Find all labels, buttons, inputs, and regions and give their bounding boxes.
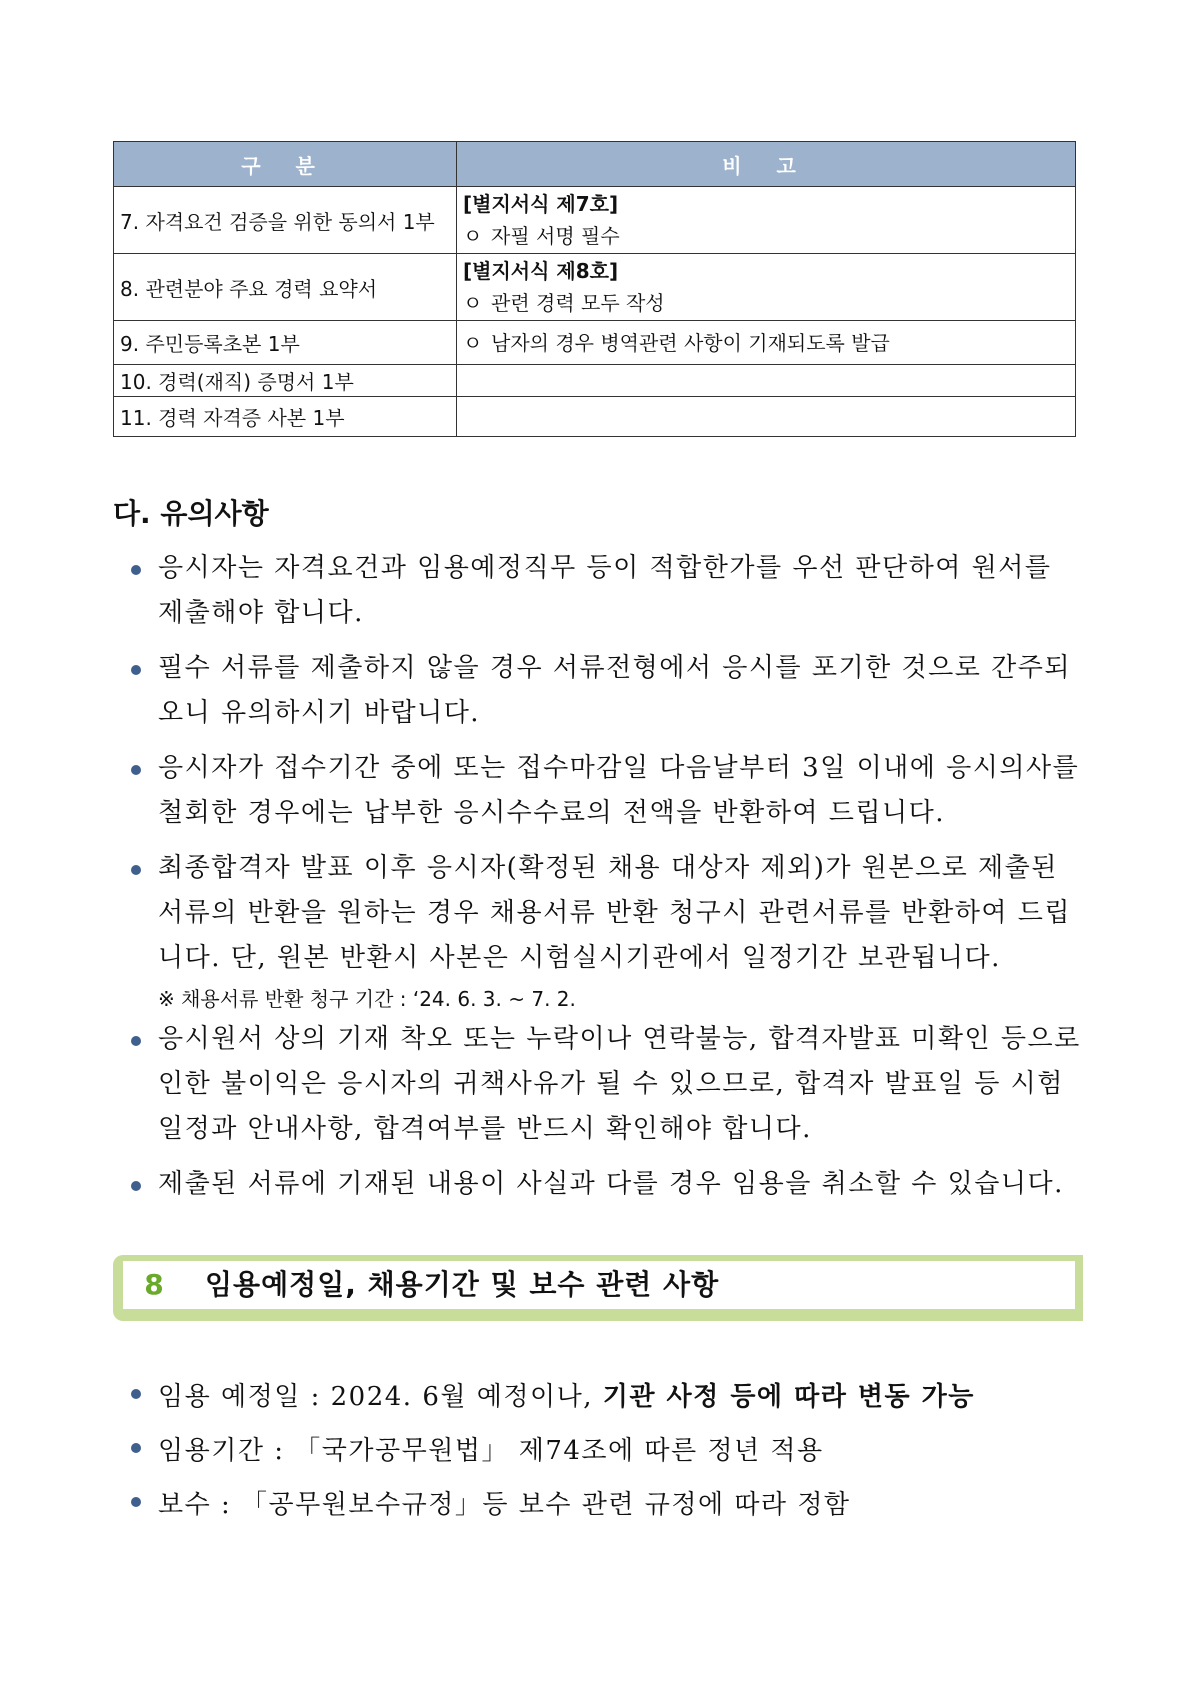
document-item: 9. 주민등록초본 1부 (114, 321, 457, 365)
required-documents-table (113, 141, 1076, 437)
bullet-dot-icon (131, 1497, 141, 1507)
document-remarks (457, 254, 1076, 321)
bullet-dot-icon (131, 1036, 141, 1046)
circle-bullet-icon: ㅇ (463, 224, 483, 248)
precautions-list (128, 546, 1083, 1207)
column-header-category: 구 분 (114, 142, 457, 187)
bullet-dot-icon (131, 765, 141, 775)
list-item: 보수 : 「공무원보수규정」등 보수 관련 규정에 따라 정함 (128, 1478, 1083, 1532)
bullet-dot-icon (131, 1181, 141, 1191)
remark-text: 관련 경력 모두 작성 (491, 291, 665, 315)
bullet-dot-icon (131, 865, 141, 875)
list-item: 응시원서 상의 기재 착오 또는 누락이나 연락불능, 합격자발표 미확인 등으로 인한 불이익은 응시자의 귀책사유가 될 수 있으므로, 합격자 발표일 등 시험일정과 안내사항, 합격여부를 반드시 확인해야 합니다. (128, 1017, 1083, 1152)
document-remarks (457, 397, 1076, 437)
table-header-row (114, 142, 1076, 187)
list-item: 응시자가 접수기간 중에 또는 접수마감일 다음날부터 3일 이내에 응시의사를 철회한 경우에는 납부한 응시수수료의 전액을 반환하여 드립니다. (128, 746, 1083, 836)
list-item: 임용기간 : 「국가공무원법」 제74조에 따른 정년 적용 (128, 1424, 1083, 1478)
table-row (114, 254, 1076, 321)
document-remarks (457, 365, 1076, 397)
remark-text: 남자의 경우 병역관련 사항이 기재되도록 발급 (491, 330, 890, 355)
table-row (114, 397, 1076, 437)
table-row (114, 321, 1076, 365)
list-item: 임용 예정일 : 2024. 6월 예정이나, 기관 사정 등에 따라 변동 가능 (128, 1370, 1083, 1424)
circle-bullet-icon: ㅇ (463, 291, 483, 315)
document-item: 11. 경력 자격증 사본 1부 (114, 397, 457, 437)
document-item: 8. 관련분야 주요 경력 요약서 (114, 254, 457, 321)
document-remarks (457, 321, 1076, 365)
emphasis-text: 기관 사정 등에 따라 변동 가능 (602, 1382, 975, 1412)
list-item: 응시자는 자격요건과 임용예정직무 등이 적합한가를 우선 판단하여 원서를 제출해야 합니다. (128, 546, 1083, 636)
return-period-note: ※ 채용서류 반환 청구 기간 : ‘24. 6. 3. ~ 7. 2. (158, 987, 576, 1011)
appointment-list (128, 1370, 1083, 1532)
form-reference: [별지서식 제8호] (463, 259, 619, 283)
bullet-dot-icon (131, 665, 141, 675)
list-item: 제출된 서류에 기재된 내용이 사실과 다를 경우 임용을 취소할 수 있습니다. (128, 1162, 1083, 1207)
column-header-remarks: 비 고 (457, 142, 1076, 187)
list-item: 최종합격자 발표 이후 응시자(확정된 채용 대상자 제외)가 원본으로 제출된 서류의 반환을 원하는 경우 채용서류 반환 청구시 관련서류를 반환하여 드립니다. 단, 원본 반환시 사본은 시험실시기관에서 일정기간 보관됩니다. ※ 채용서류 반환 청구 기간 : ‘24. 6. 3. ~ 7. 2. (128, 846, 1083, 1017)
section-8-banner (113, 1255, 1083, 1321)
document-item: 7. 자격요건 검증을 위한 동의서 1부 (114, 187, 457, 254)
table-row (114, 365, 1076, 397)
form-reference: [별지서식 제7호] (463, 192, 619, 216)
circle-bullet-icon: ㅇ (463, 330, 483, 355)
document-item: 10. 경력(재직) 증명서 1부 (114, 365, 457, 397)
table-row (114, 187, 1076, 254)
document-remarks (457, 187, 1076, 254)
bullet-dot-icon (131, 1389, 141, 1399)
section-number: 8 (123, 1261, 185, 1309)
remark-text: 자필 서명 필수 (491, 224, 620, 248)
bullet-dot-icon (131, 565, 141, 575)
list-item: 필수 서류를 제출하지 않을 경우 서류전형에서 응시를 포기한 것으로 간주되오니 유의하시기 바랍니다. (128, 646, 1083, 736)
section-title: 임용예정일, 채용기간 및 보수 관련 사항 (205, 1268, 720, 1301)
precautions-heading: 다. 유의사항 (113, 497, 269, 530)
bullet-dot-icon (131, 1443, 141, 1453)
